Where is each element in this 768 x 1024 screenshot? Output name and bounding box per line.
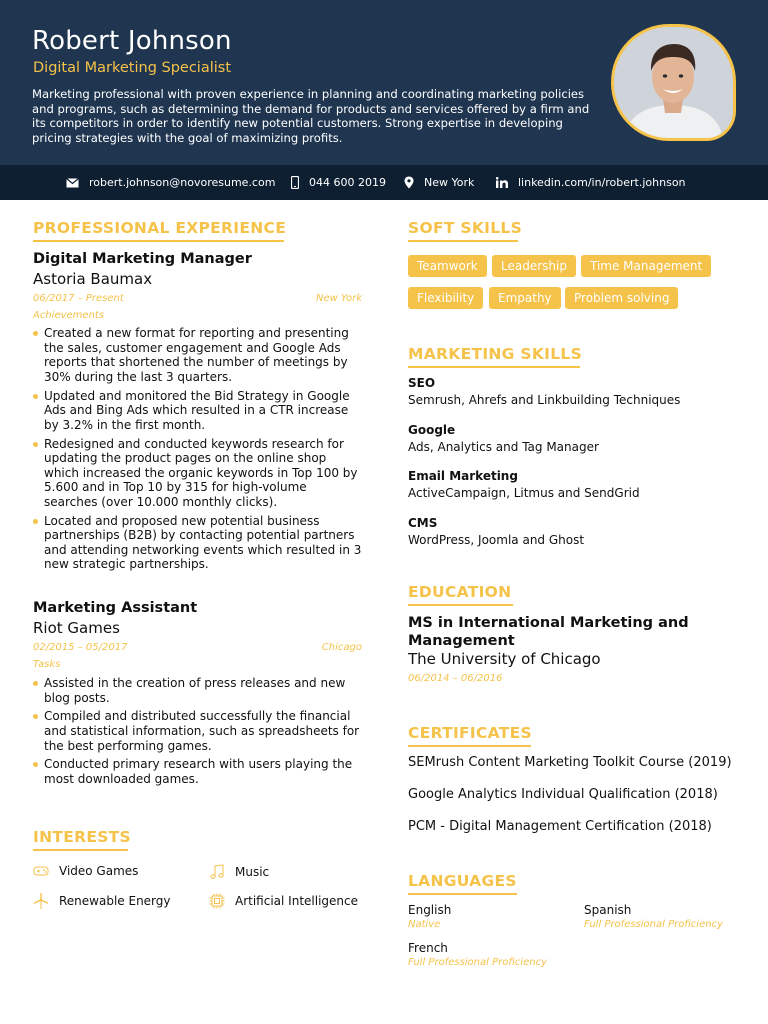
resume-header bbox=[0, 0, 768, 165]
interest-item bbox=[209, 893, 358, 909]
candidate-name: Robert Johnson bbox=[32, 26, 232, 56]
gamepad-icon bbox=[33, 864, 49, 878]
job-tasks-list bbox=[33, 676, 363, 791]
chip-icon bbox=[209, 893, 225, 909]
interests-heading-underline bbox=[33, 849, 128, 851]
company-name: Riot Games bbox=[33, 619, 120, 637]
skill-tag: Time Management bbox=[581, 255, 711, 277]
job-location: New York bbox=[315, 293, 362, 304]
job-location: Chicago bbox=[321, 642, 362, 653]
music-note-icon bbox=[209, 864, 225, 880]
email-text: robert.johnson@novoresume.com bbox=[89, 176, 276, 189]
linkedin-text: linkedin.com/in/robert.johnson bbox=[518, 176, 686, 189]
skill-description: Semrush, Ahrefs and Linkbuilding Techniques bbox=[408, 393, 681, 407]
skill-tag: Empathy bbox=[489, 287, 561, 309]
job-title: Digital Marketing Manager bbox=[33, 251, 252, 267]
phone-icon bbox=[291, 176, 299, 189]
list-item: Compiled and distributed successfully the financial and statistical information, such as spreadsheets for the best performing games. bbox=[33, 709, 363, 753]
envelope-icon bbox=[66, 178, 79, 188]
certificate-item: PCM - Digital Management Certification (2018) bbox=[408, 819, 712, 834]
contact-bar bbox=[0, 165, 768, 200]
experience-heading-underline bbox=[33, 240, 284, 242]
certificate-item: Google Analytics Individual Qualification (2018) bbox=[408, 787, 718, 802]
skill-description: ActiveCampaign, Litmus and SendGrid bbox=[408, 486, 640, 500]
list-item: Located and proposed new potential business partnerships (B2B) by contacting potential partners and attending networking events which resulted in 3 new strategic partnerships. bbox=[33, 514, 363, 572]
language-level: Full Professional Proficiency bbox=[584, 919, 723, 930]
job-title: Marketing Assistant bbox=[33, 600, 198, 616]
phone-text: 044 600 2019 bbox=[309, 176, 386, 189]
profile-summary: Marketing professional with proven experience in planning and coordinating marketing policies and programs, such as determining the demand for products and services offered by a firm and its competitors in order to identify new potential customers. Strong expertise in developing pricing strategies with the goal of maximizing profits. bbox=[32, 87, 590, 145]
job-achievements-list bbox=[33, 326, 363, 576]
education-dates: 06/2014 – 06/2016 bbox=[408, 673, 503, 684]
linkedin-icon bbox=[496, 177, 508, 188]
wind-turbine-icon bbox=[33, 893, 49, 909]
list-item: Conducted primary research with users playing the most downloaded games. bbox=[33, 757, 363, 786]
language-level: Full Professional Proficiency bbox=[408, 957, 547, 968]
certificates-heading: CERTIFICATES bbox=[408, 724, 532, 742]
list-item: Created a new format for reporting and presenting the sales, customer engagement and Google Ads reports that shortened the number of meetings by 30% during the last 3 quarters. bbox=[33, 326, 363, 384]
soft-skills-heading-underline bbox=[408, 240, 518, 242]
skill-tag: Teamwork bbox=[408, 255, 487, 277]
interest-label: Music bbox=[235, 865, 270, 879]
skill-category: CMS bbox=[408, 516, 438, 530]
candidate-title: Digital Marketing Specialist bbox=[33, 60, 232, 76]
location-text: New York bbox=[424, 176, 475, 189]
degree-title: MS in International Marketing and Management bbox=[408, 615, 689, 649]
list-item: Assisted in the creation of press releases and new blog posts. bbox=[33, 676, 363, 705]
company-name: Astoria Baumax bbox=[33, 270, 153, 288]
marketing-skills-heading-underline bbox=[408, 366, 580, 368]
interest-label: Artificial Intelligence bbox=[235, 894, 358, 908]
languages-heading-underline bbox=[408, 893, 517, 895]
school-name: The University of Chicago bbox=[408, 650, 601, 668]
skill-category: Google bbox=[408, 423, 456, 437]
education-heading: EDUCATION bbox=[408, 583, 512, 601]
skill-tag: Problem solving bbox=[565, 287, 678, 309]
marketing-skills-heading: MARKETING SKILLS bbox=[408, 345, 583, 363]
list-item: Redesigned and conducted keywords research for updating the product pages on the online shop which increased the organic keywords in Top 100 by 5.600 and in Top 10 by 315 for high-volume searches (over 10.000 monthly clicks). bbox=[33, 437, 363, 510]
job-dates: 06/2017 – Present bbox=[33, 293, 124, 304]
skill-description: WordPress, Joomla and Ghost bbox=[408, 533, 585, 547]
languages-heading: LANGUAGES bbox=[408, 872, 517, 890]
skill-category: SEO bbox=[408, 376, 436, 390]
person-portrait-icon bbox=[614, 27, 733, 138]
contact-linkedin[interactable] bbox=[496, 165, 686, 200]
job-dates: 02/2015 – 05/2017 bbox=[33, 642, 128, 653]
interest-item bbox=[33, 893, 171, 909]
experience-heading: PROFESSIONAL EXPERIENCE bbox=[33, 219, 287, 237]
contact-phone[interactable] bbox=[291, 165, 386, 200]
interest-item bbox=[33, 864, 138, 878]
skill-tag: Leadership bbox=[492, 255, 576, 277]
list-item: Updated and monitored the Bid Strategy in Google Ads and Bing Ads which resulted in a CTR increase by 3.2% in the first month. bbox=[33, 389, 363, 433]
interests-heading: INTERESTS bbox=[33, 828, 132, 846]
job-subheading: Tasks bbox=[33, 659, 61, 670]
contact-email[interactable] bbox=[66, 165, 275, 200]
interest-item bbox=[209, 864, 269, 880]
skill-description: Ads, Analytics and Tag Manager bbox=[408, 440, 599, 454]
soft-skills-heading: SOFT SKILLS bbox=[408, 219, 523, 237]
interest-label: Renewable Energy bbox=[59, 894, 171, 908]
certificate-item: SEMrush Content Marketing Toolkit Course (2019) bbox=[408, 755, 732, 770]
profile-photo bbox=[611, 24, 736, 141]
language-name: French bbox=[408, 941, 448, 955]
job-subheading: Achievements bbox=[33, 310, 105, 321]
language-name: Spanish bbox=[584, 903, 632, 917]
skill-category: Email Marketing bbox=[408, 469, 518, 483]
education-heading-underline bbox=[408, 604, 513, 606]
skill-tag: Flexibility bbox=[408, 287, 483, 309]
interest-label: Video Games bbox=[59, 864, 139, 878]
map-pin-icon bbox=[404, 176, 414, 189]
certificates-heading-underline bbox=[408, 745, 531, 747]
contact-location bbox=[404, 165, 474, 200]
language-name: English bbox=[408, 903, 452, 917]
language-level: Native bbox=[408, 919, 441, 930]
